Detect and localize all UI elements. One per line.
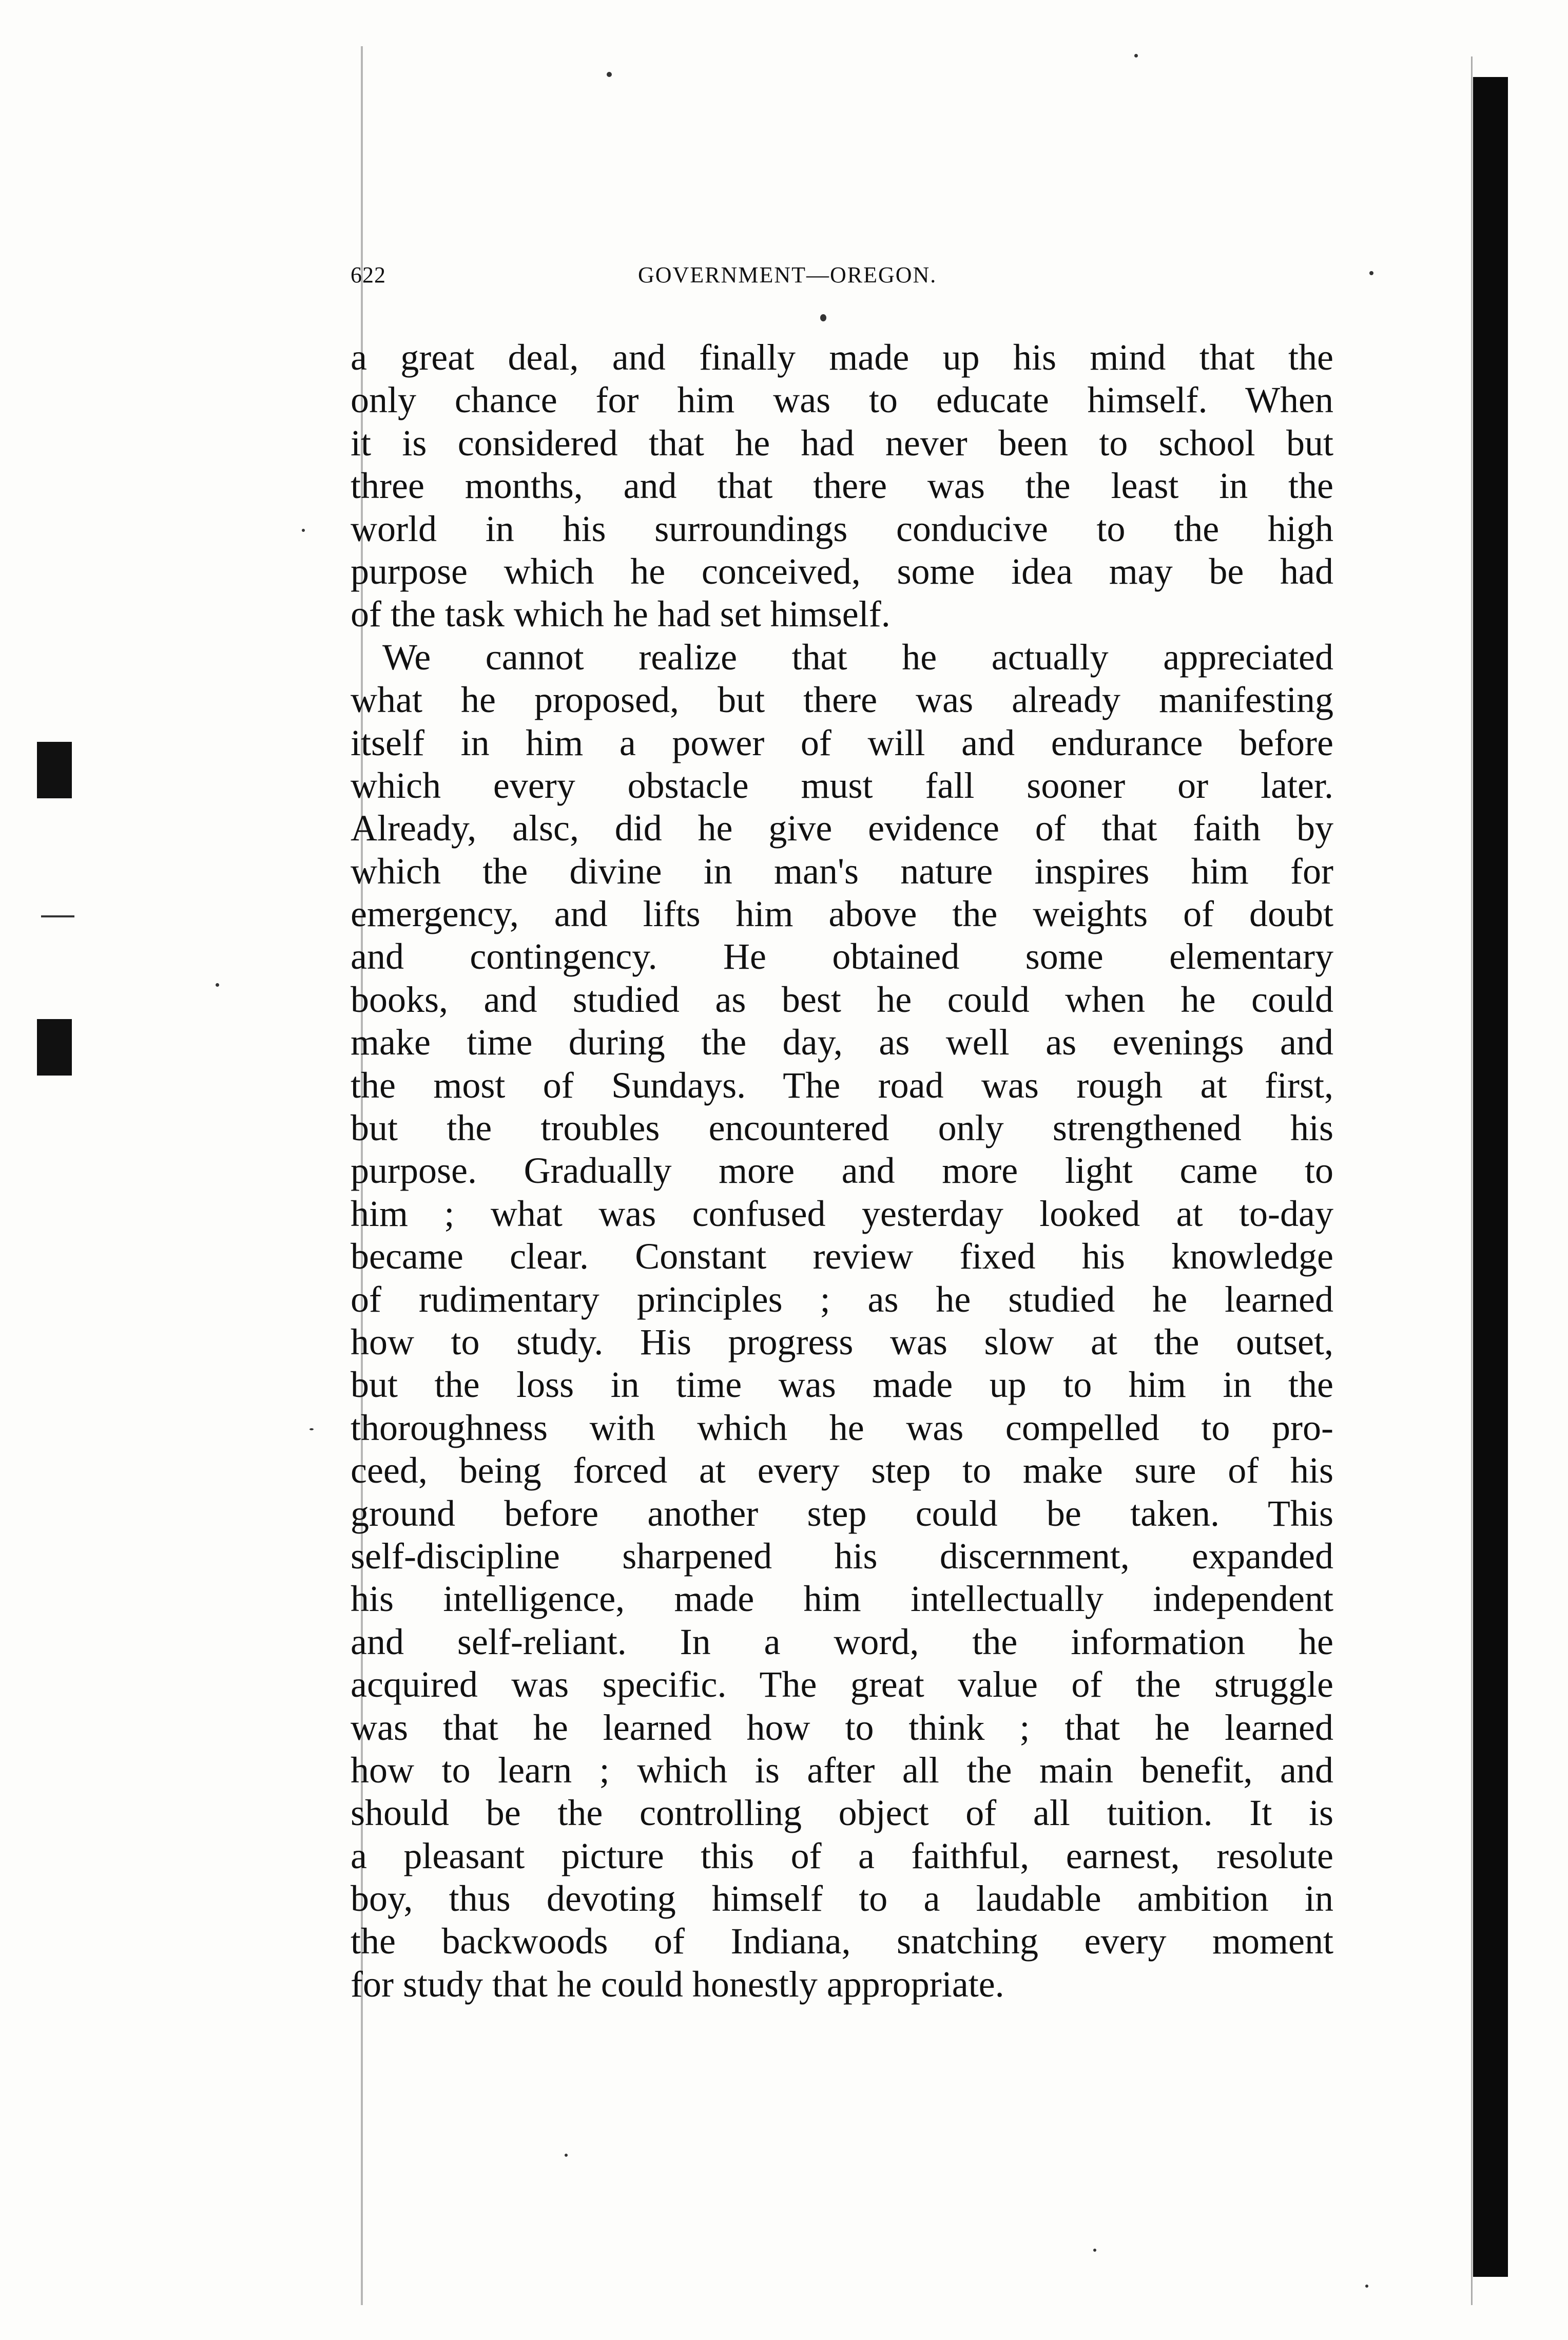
text-line: acquired was specific. The great value of the struggle — [351, 1664, 1333, 1705]
margin-mark — [37, 1019, 72, 1076]
scan-speck — [1369, 271, 1373, 275]
text-line: of rudimentary principles ; as he studied he learned — [351, 1278, 1333, 1320]
page-number: 622 — [351, 262, 386, 287]
text-line: what he proposed, but there was already manifesting — [351, 679, 1333, 721]
text-line: the most of Sundays. The road was rough at first, — [351, 1064, 1333, 1106]
text-line: self-discipline sharpened his discernment, expanded — [351, 1535, 1333, 1577]
scan-speck — [820, 314, 826, 321]
body-text — [351, 336, 1333, 2006]
text-line: the backwoods of Indiana, snatching every moment — [351, 1921, 1333, 1962]
text-line: him ; what was confused yesterday looked at to-day — [351, 1193, 1333, 1234]
text-line: Already, alsc, did he give evidence of that faith by — [351, 808, 1333, 849]
text-line: ground before another step could be taken. This — [351, 1492, 1333, 1534]
text-line: became clear. Constant review fixed his knowledge — [351, 1236, 1333, 1277]
text-line: it is considered that he had never been to school but — [351, 422, 1333, 464]
text-line: which the divine in man's nature inspires him for — [351, 850, 1333, 892]
scan-speck — [309, 1428, 314, 1430]
margin-mark — [37, 742, 72, 798]
text-line: which every obstacle must fall sooner or later. — [351, 764, 1333, 806]
paragraph — [351, 336, 1333, 636]
text-line: emergency, and lifts him above the weights of doubt — [351, 893, 1333, 935]
text-line: purpose which he conceived, some idea may be had — [351, 550, 1333, 592]
page-header — [351, 262, 1326, 303]
text-line: three months, and that there was the least in the — [351, 465, 1333, 507]
text-line: only chance for him was to educate himself. When — [351, 379, 1333, 421]
running-head: GOVERNMENT—OREGON. — [638, 262, 937, 287]
text-line: itself in him a power of will and endurance before — [351, 722, 1333, 763]
binding-shadow-bar — [1473, 77, 1508, 2277]
scan-speck — [302, 529, 305, 532]
scan-speck — [607, 72, 612, 77]
text-line: for study that he could honestly appropriate. — [351, 1963, 1004, 2005]
text-line: and self-reliant. In a word, the information he — [351, 1621, 1333, 1662]
text-line: We cannot realize that he actually appreciated — [382, 636, 1333, 678]
text-line: make time during the day, as well as evenings and — [351, 1022, 1333, 1063]
text-line: how to study. His progress was slow at the outset, — [351, 1321, 1333, 1363]
text-line: boy, thus devoting himself to a laudable ambition in — [351, 1878, 1333, 1920]
text-line: should be the controlling object of all tuition. It is — [351, 1792, 1333, 1834]
binding-edge-line — [1471, 56, 1473, 2305]
text-line: but the troubles encountered only strengthened his — [351, 1107, 1333, 1149]
text-line: purpose. Gradually more and more light came to — [351, 1150, 1333, 1192]
scan-speck — [216, 983, 219, 987]
text-line: and contingency. He obtained some elementary — [351, 936, 1333, 977]
text-line: was that he learned how to think ; that he learned — [351, 1706, 1333, 1748]
scan-speck — [1134, 54, 1138, 57]
scan-speck — [565, 2154, 568, 2157]
margin-dash — [41, 915, 74, 917]
paragraph — [351, 636, 1333, 2006]
text-line: ceed, being forced at every step to make sure of his — [351, 1450, 1333, 1491]
text-line: world in his surroundings conducive to the high — [351, 508, 1333, 549]
scan-speck — [1093, 2249, 1096, 2252]
text-line: books, and studied as best he could when he could — [351, 979, 1333, 1020]
text-line: a great deal, and finally made up his mind that the — [351, 337, 1333, 378]
scan-speck — [1365, 2285, 1368, 2288]
text-line: but the loss in time was made up to him in the — [351, 1364, 1333, 1406]
text-line: how to learn ; which is after all the main benefit, and — [351, 1749, 1333, 1791]
text-line: his intelligence, made him intellectually independent — [351, 1578, 1333, 1620]
text-line: thoroughness with which he was compelled to pro- — [351, 1407, 1333, 1448]
text-line: a pleasant picture this of a faithful, earnest, resolute — [351, 1835, 1333, 1876]
text-line: of the task which he had set himself. — [351, 593, 891, 635]
